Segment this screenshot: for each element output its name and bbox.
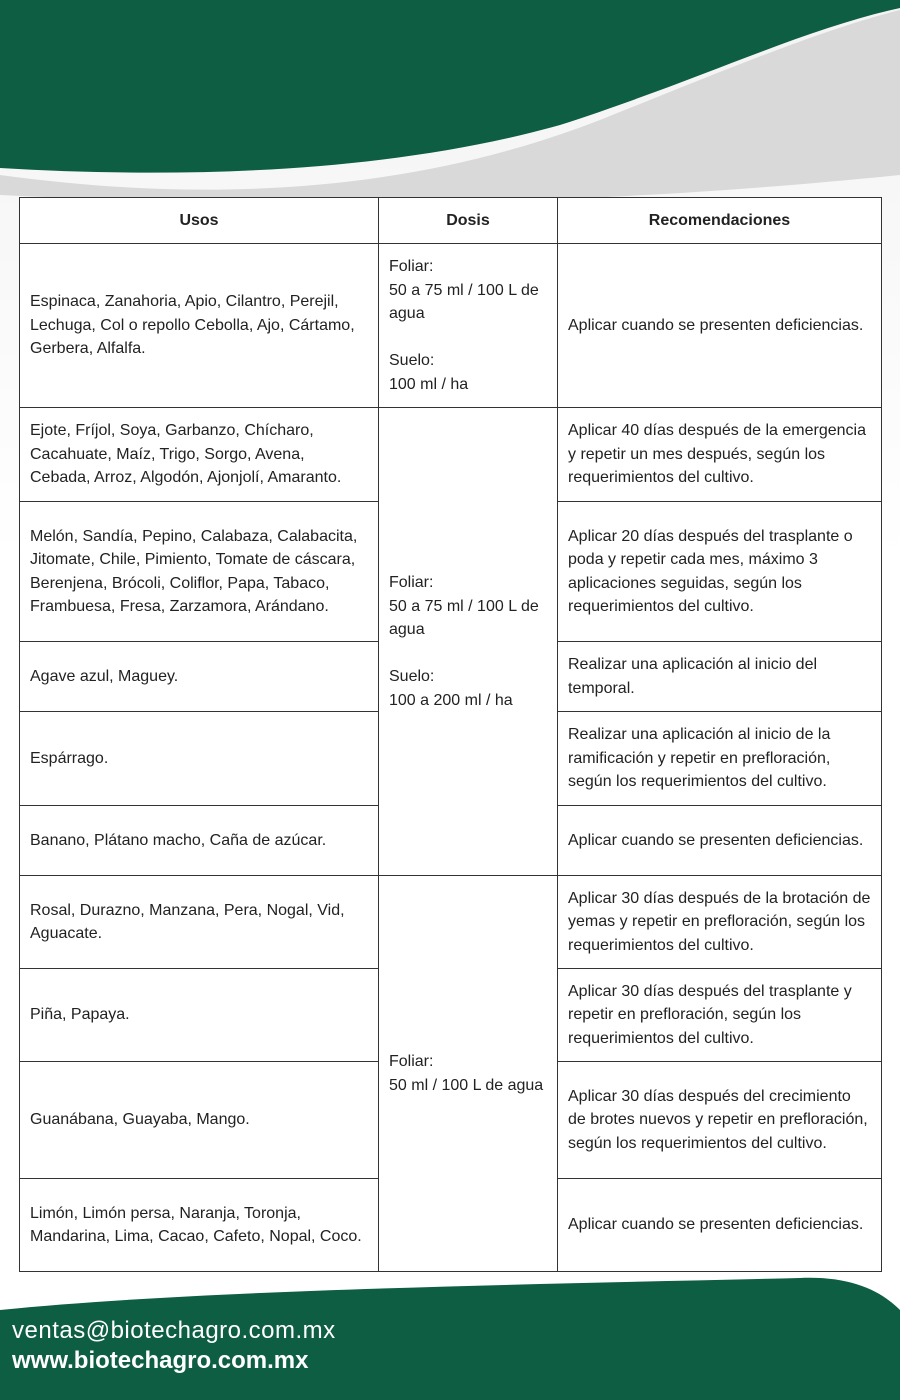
recomendacion-cell: Aplicar 30 días después del crecimiento de brotes nuevos y repetir en prefloración, según los requerimientos del cultivo.: [558, 1062, 882, 1179]
recomendacion-cell: Aplicar 40 días después de la emergencia y repetir un mes después, según los requerimientos del cultivo.: [558, 408, 882, 502]
usos-cell: Espárrago.: [20, 712, 379, 806]
header-dosis: Dosis: [379, 198, 558, 244]
table-row: [20, 408, 882, 502]
dosage-table: [19, 197, 882, 1272]
header-wave-decoration: [0, 0, 900, 200]
contact-email[interactable]: ventas@biotechagro.com.mx: [12, 1317, 336, 1344]
dosis-cell: Foliar: 50 a 75 ml / 100 L de agua Suelo: 100 ml / ha: [379, 244, 558, 408]
usos-cell: Espinaca, Zanahoria, Apio, Cilantro, Perejil, Lechuga, Col o repollo Cebolla, Ajo, Cártamo, Gerbera, Alfalfa.: [20, 244, 379, 408]
usos-cell: Banano, Plátano macho, Caña de azúcar.: [20, 806, 379, 876]
dosis-cell: Foliar: 50 ml / 100 L de agua: [379, 876, 558, 1272]
recomendacion-cell: Aplicar 30 días después del trasplante y repetir en prefloración, según los requerimientos del cultivo.: [558, 969, 882, 1062]
table-row: [20, 244, 882, 408]
recomendacion-cell: Aplicar 20 días después del trasplante o poda y repetir cada mes, máximo 3 aplicaciones seguidas, según los requerimientos del cultivo.: [558, 502, 882, 642]
table-row: [20, 876, 882, 969]
website-link[interactable]: www.biotechagro.com.mx: [12, 1347, 309, 1374]
usos-cell: Limón, Limón persa, Naranja, Toronja, Mandarina, Lima, Cacao, Cafeto, Nopal, Coco.: [20, 1179, 379, 1272]
usos-cell: Piña, Papaya.: [20, 969, 379, 1062]
usos-cell: Ejote, Fríjol, Soya, Garbanzo, Chícharo, Cacahuate, Maíz, Trigo, Sorgo, Avena, Cebada, Arroz, Algodón, Ajonjolí, Amaranto.: [20, 408, 379, 502]
recomendacion-cell: Realizar una aplicación al inicio de la ramificación y repetir en prefloración, según los requerimientos del cultivo.: [558, 712, 882, 806]
recomendacion-cell: Aplicar cuando se presenten deficiencias.: [558, 806, 882, 876]
usos-cell: Melón, Sandía, Pepino, Calabaza, Calabacita, Jitomate, Chile, Pimiento, Tomate de cáscara, Berenjena, Brócoli, Coliflor, Papa, Tabaco, Frambuesa, Fresa, Zarzamora, Arándano.: [20, 502, 379, 642]
usos-cell: Agave azul, Maguey.: [20, 642, 379, 712]
recomendacion-cell: Realizar una aplicación al inicio del temporal.: [558, 642, 882, 712]
usos-cell: Guanábana, Guayaba, Mango.: [20, 1062, 379, 1179]
footer-contact: [12, 1316, 336, 1376]
recomendacion-cell: Aplicar cuando se presenten deficiencias.: [558, 244, 882, 408]
header-recomendaciones: Recomendaciones: [558, 198, 882, 244]
recomendacion-cell: Aplicar 30 días después de la brotación de yemas y repetir en prefloración, según los requerimientos del cultivo.: [558, 876, 882, 969]
usos-cell: Rosal, Durazno, Manzana, Pera, Nogal, Vid, Aguacate.: [20, 876, 379, 969]
dosis-cell: Foliar: 50 a 75 ml / 100 L de agua Suelo: 100 a 200 ml / ha: [379, 408, 558, 876]
header-usos: Usos: [20, 198, 379, 244]
recomendacion-cell: Aplicar cuando se presenten deficiencias.: [558, 1179, 882, 1272]
